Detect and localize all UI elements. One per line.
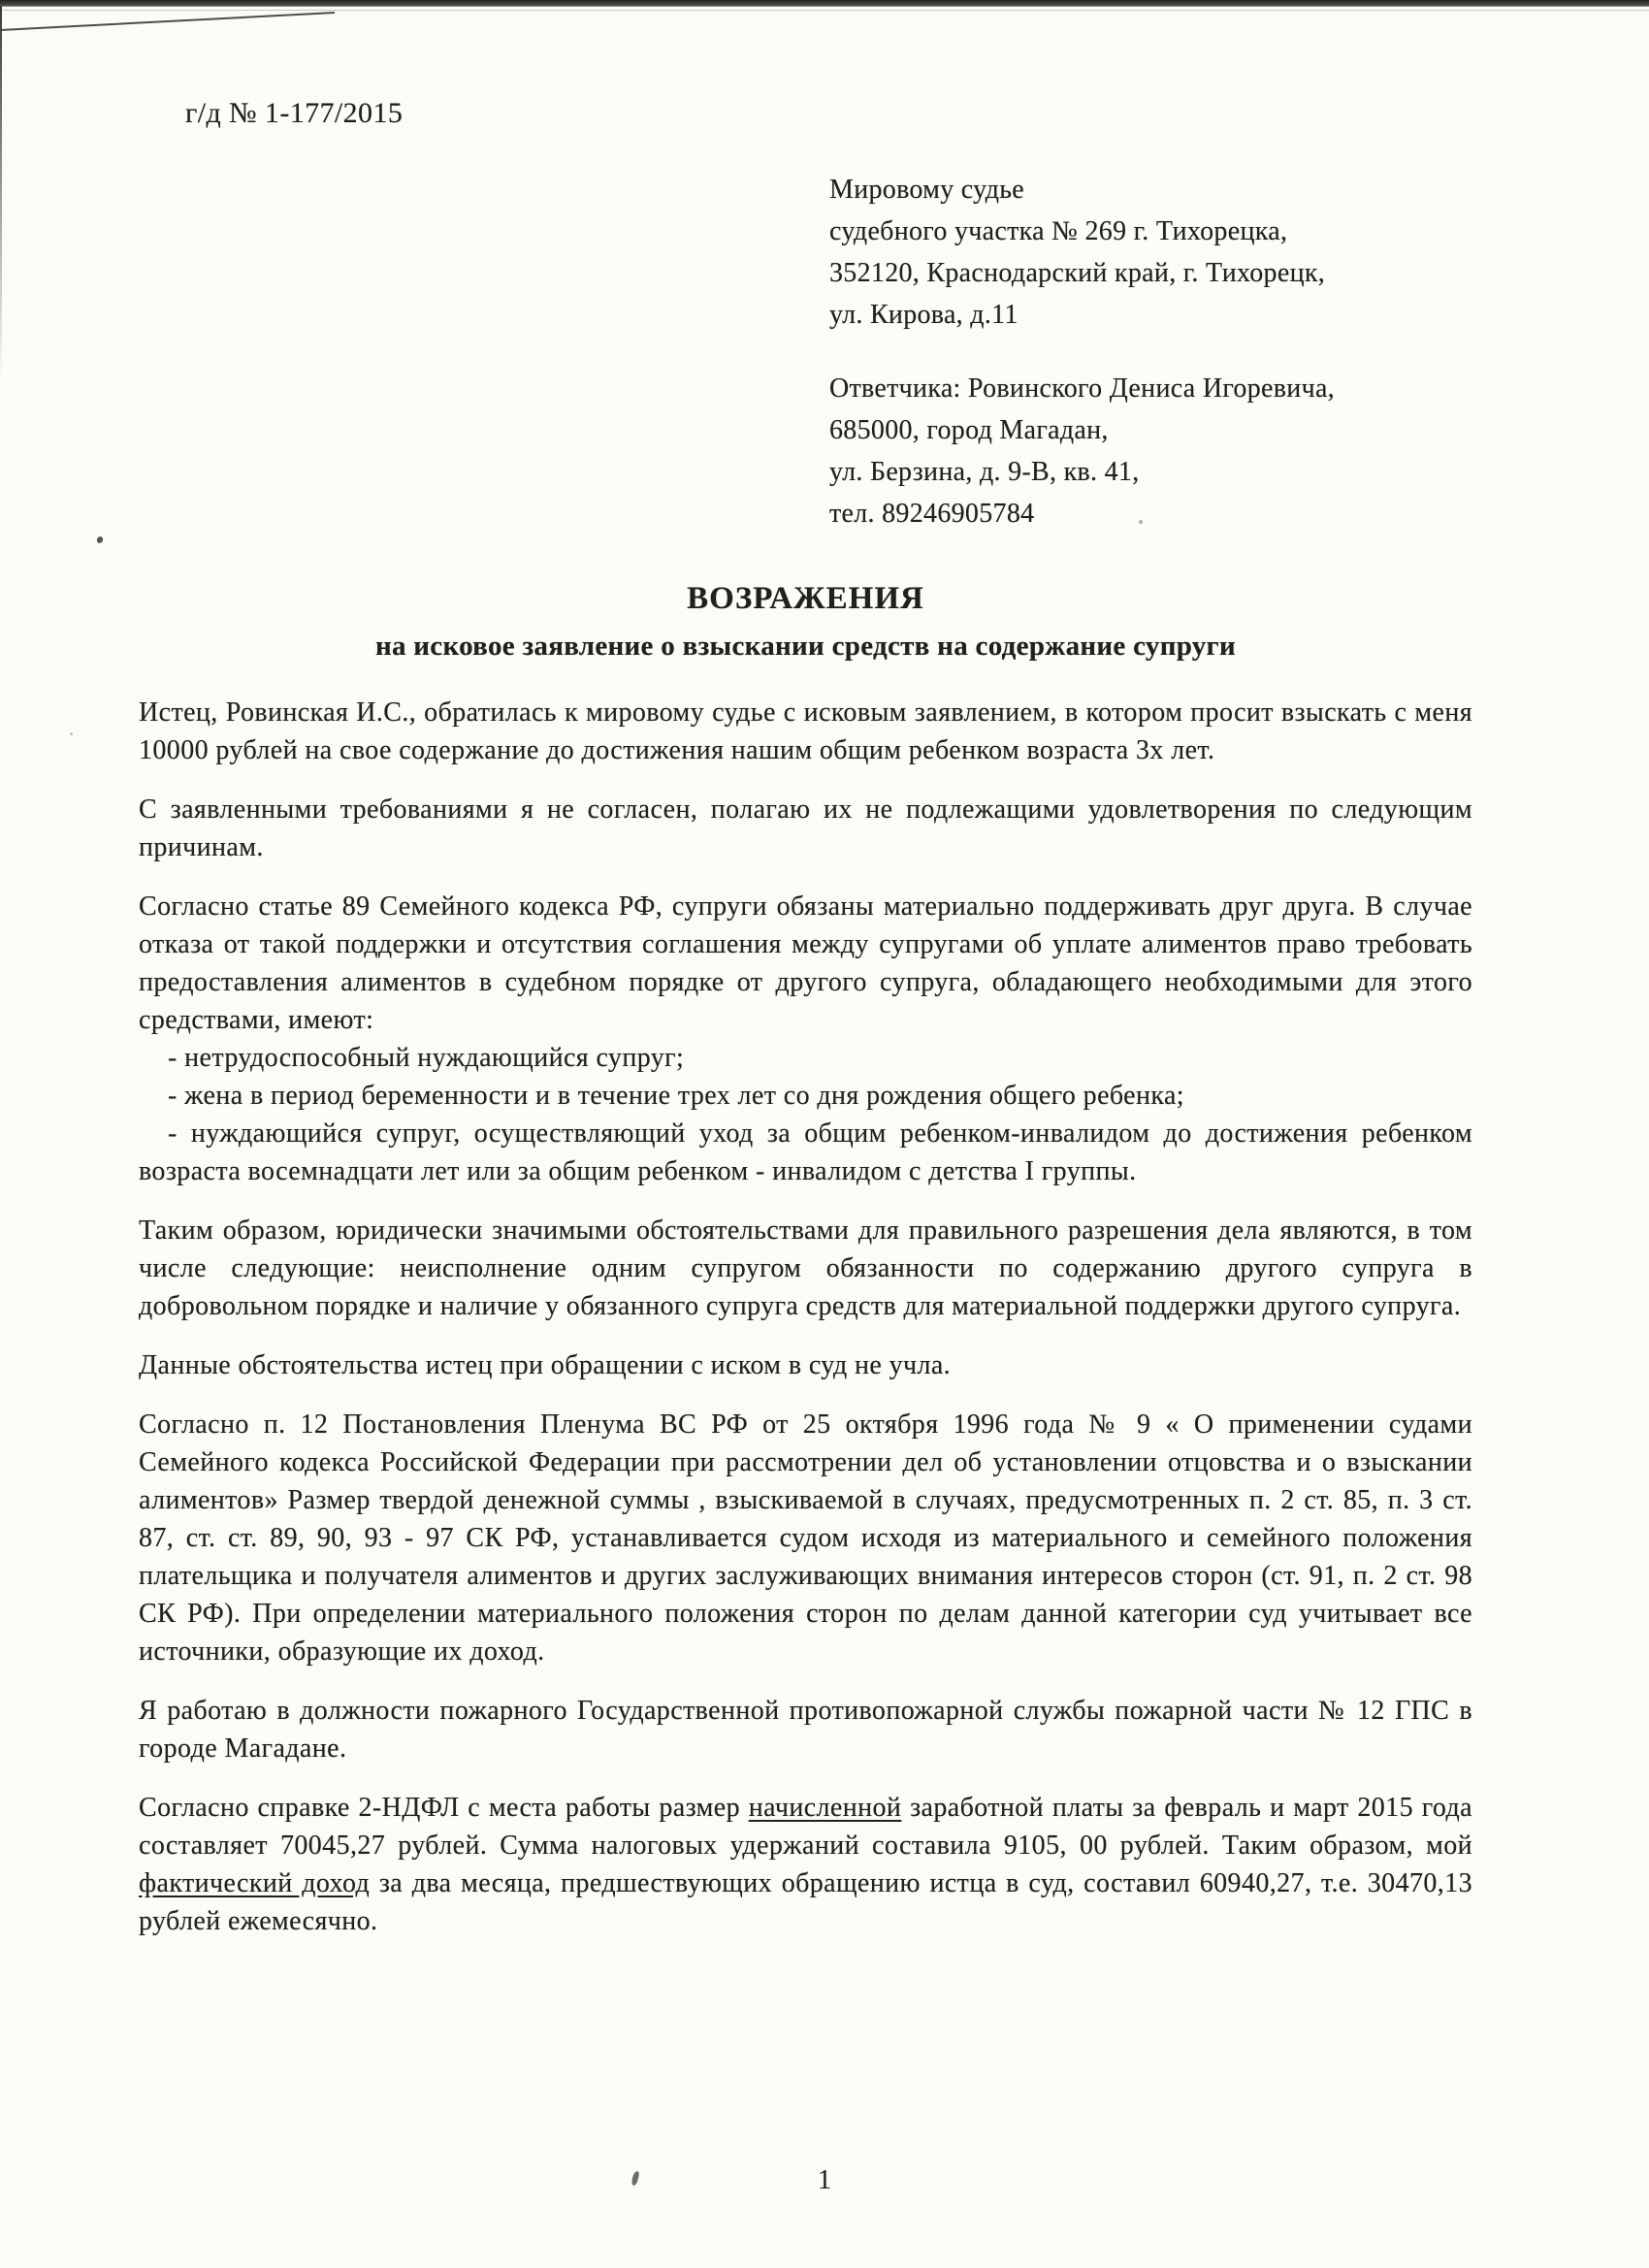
respondent-address-line: Ответчика: Ровинского Дениса Игоревича, — [829, 373, 1335, 404]
document-title: ВОЗРАЖЕНИЯ — [687, 581, 924, 616]
underlined-text: начисленной — [748, 1793, 902, 1823]
respondent-address-line: ул. Берзина, д. 9-В, кв. 41, — [829, 457, 1140, 487]
scan-edge-left — [0, 6, 2, 379]
paragraph-claim-summary: Истец, Ровинская И.С., обратилась к мировому судье с исковым заявлением, в котором просит взыскать с меня 10000 рублей на свое содержание до достижения нашим общим ребенком возраста 3х лет. — [139, 697, 1472, 765]
case-number: г/д № 1-177/2015 — [185, 97, 404, 129]
paragraph-plenum-ruling: Согласно п. 12 Постановления Пленума ВС РФ от 25 октября 1996 года № 9 « О применении судами Семейного кодекса Российской Федерации при рассмотрении дел об установлении отцовства и о взыскании алиментов» Размер твердой денежной суммы , взыскиваемой в случаях, предусмотренных п. 2 ст. 85, п. 3 ст. 87, ст. ст. 89, 90, 93 - 97 СК РФ, устанавливается судом исходя из материального и семейного положения плательщика и получателя алиментов и других заслуживающих внимания интересов сторон (ст. 91, п. 2 ст. 98 СК РФ). При определении материального положения сторон по делам данной категории суд учитывает все источники, образующие их доход. — [139, 1409, 1472, 1667]
scan-edge-hairline — [0, 10, 1649, 11]
text-run: за два месяца, предшествующих обращению истца в суд, составил 60940,27, т.е. 30470,13 рублей ежемесячно. — [139, 1868, 1472, 1936]
respondent-address-line: тел. 89246905784 — [829, 499, 1035, 529]
court-address-line: судебного участка № 269 г. Тихорецка, — [829, 216, 1288, 246]
list-item-caring-spouse: - нуждающийся супруг, осуществляющий уход за общим ребенком-инвалидом до достижения ребенком возраста восемнадцати лет или за общим ребенком - инвалидом с детства I группы. — [139, 1118, 1472, 1186]
court-address-block — [829, 169, 1472, 336]
respondent-address-block — [829, 368, 1472, 535]
court-address-line: 352120, Краснодарский край, г. Тихорецк, — [829, 258, 1326, 288]
page-number: 1 — [818, 2165, 831, 2195]
paragraph-legal-circumstances: Таким образом, юридически значимыми обстоятельствами для правильного разрешения дела являются, в том числе следующие: неисполнение одним супругом обязанности по содержанию другого супруга в добровольном порядке и наличие у обязанного супруга средств для материальной поддержки другого супруга. — [139, 1215, 1472, 1321]
text-run: Согласно справке 2-НДФЛ с места работы размер — [139, 1793, 749, 1823]
court-address-line: Мировому судье — [829, 175, 1025, 205]
paragraph-employment: Я работаю в должности пожарного Государственной противопожарной службы пожарной части № 12 ГПС в городе Магадане. — [139, 1696, 1472, 1764]
paragraph-not-considered: Данные обстоятельства истец при обращении с иском в суд не учла. — [139, 1350, 952, 1380]
scan-edge-top — [0, 0, 1649, 7]
text-run: заработной платы за февраль и март 2015 года составляет 70045,27 рублей. Сумма налоговых удержаний составила 9105, 00 рублей. Таким образом, мой — [139, 1793, 1472, 1861]
paragraph-article-89: Согласно статье 89 Семейного кодекса РФ, супруги обязаны материально поддерживать друг друга. В случае отказа от такой поддержки и отсутствия соглашения между супругами об уплате алиментов право требовать предоставления алиментов в судебном порядке от другого супруга, обладающего необходимыми для этого средствами, имеют: — [139, 891, 1472, 1035]
paragraph-disagreement: С заявленными требованиями я не согласен, полагаю их не подлежащими удовлетворения по следующим причинам. — [139, 794, 1472, 862]
document-subtitle: на исковое заявление о взыскании средств на содержание супруги — [374, 631, 1237, 662]
paragraph-income — [139, 1789, 1472, 1940]
list-item-pregnant-wife: - жена в период беременности и в течение трех лет со дня рождения общего ребенка; — [168, 1081, 1184, 1111]
court-address-line: ул. Кирова, д.11 — [829, 300, 1018, 330]
underlined-text: фактический доход — [139, 1868, 371, 1898]
scan-speck — [70, 732, 73, 735]
scan-speck — [1139, 520, 1143, 524]
respondent-address-line: 685000, город Магадан, — [829, 415, 1109, 445]
list-item-disabled-spouse: - нетрудоспособный нуждающийся супруг; — [168, 1043, 685, 1073]
